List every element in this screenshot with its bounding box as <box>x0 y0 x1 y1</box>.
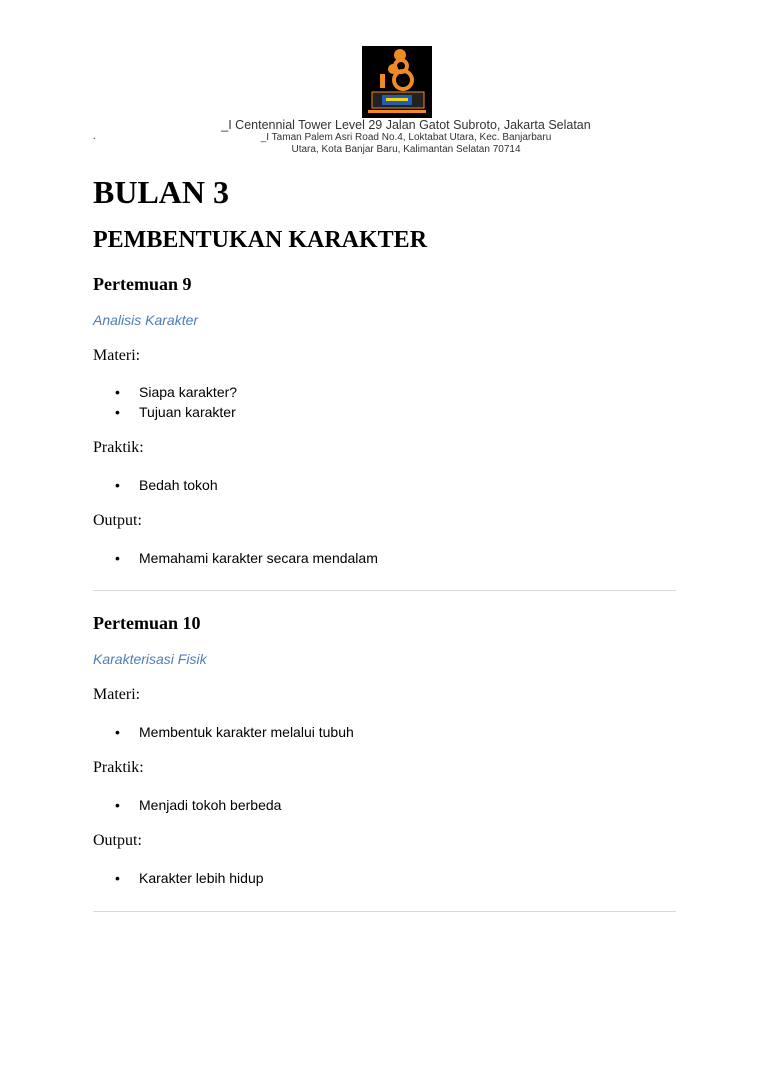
materi-list <box>93 722 676 742</box>
list-item: • Menjadi tokoh berbeda <box>139 795 676 815</box>
session-topic: Karakterisasi Fisik <box>93 651 207 667</box>
praktik-label: Praktik: <box>93 759 144 776</box>
document-body <box>93 170 676 912</box>
section-divider <box>93 911 676 912</box>
list-item: • Memahami karakter secara mendalam <box>139 548 676 568</box>
session-topic: Analisis Karakter <box>93 312 199 328</box>
praktik-list <box>93 475 676 495</box>
output-label: Output: <box>93 512 142 529</box>
document-title: BULAN 3 <box>93 174 230 210</box>
materi-label: Materi: <box>93 347 141 364</box>
praktik-label: Praktik: <box>93 439 144 456</box>
logo <box>362 46 432 118</box>
session-9 <box>93 272 676 568</box>
section-divider <box>93 590 676 591</box>
dot-mark: . <box>93 131 96 142</box>
address-line-2: _I Taman Palem Asri Road No.4, Loktabat Utara, Kec. Banjarbaru <box>260 132 552 143</box>
materi-label: Materi: <box>93 686 141 703</box>
session-10 <box>93 611 676 888</box>
materi-list <box>93 382 676 422</box>
output-list <box>93 868 676 888</box>
list-item: • Membentuk karakter melalui tubuh <box>139 722 676 742</box>
praktik-list <box>93 795 676 815</box>
list-item: • Karakter lebih hidup <box>139 868 676 888</box>
output-label: Output: <box>93 832 142 849</box>
document-subtitle: PEMBENTUKAN KARAKTER <box>93 227 428 253</box>
logo-graphic <box>362 46 432 118</box>
list-item: • Tujuan karakter <box>139 402 676 422</box>
session-heading: Pertemuan 9 <box>93 274 192 294</box>
list-item: • Siapa karakter? <box>139 382 676 402</box>
output-list <box>93 548 676 568</box>
address-line-3: Utara, Kota Banjar Baru, Kalimantan Selatan 70714 <box>291 144 521 155</box>
session-heading: Pertemuan 10 <box>93 613 201 633</box>
address-line-1: _I Centennial Tower Level 29 Jalan Gatot Subroto, Jakarta Selatan <box>221 118 591 132</box>
list-item: • Bedah tokoh <box>139 475 676 495</box>
